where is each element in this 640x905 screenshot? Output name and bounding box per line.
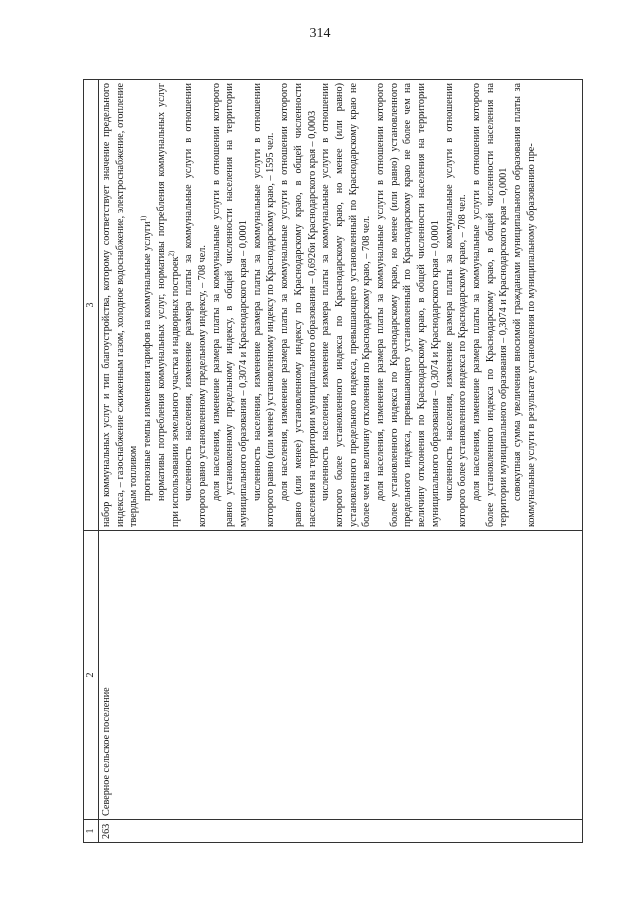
paragraph-12: совокупная сумма увеличения вносимой гражданами муниципального образования платы за коммунальные услуги в результате установления по муниципальному образованию пре- <box>512 83 537 527</box>
footnote-marker-2: 2) <box>167 250 176 257</box>
paragraph-10: численность населения, изменение размера платы за коммунальные услуги в отношении которого более установленного индекса по Краснодарскому краю, – 708 чел. <box>443 83 469 527</box>
paragraph-7: доля населения, изменение размера платы за коммунальные услуги в отношении которого равно (или менее) установленному индексу по Краснодарскому краю, в общей численности населения на территории муниципального образования – 0,6926и Краснодарского края – 0,0003 <box>279 83 318 527</box>
paragraph-2 <box>141 83 155 527</box>
footnote-marker-1: 1) <box>139 215 148 222</box>
header-col-1: 1 <box>84 820 99 843</box>
row-number: 263 <box>101 823 112 839</box>
settlement-name: Северное сельское поселение <box>101 687 112 816</box>
row-number-cell <box>99 820 583 843</box>
settlement-cell <box>99 531 583 820</box>
paragraph-11: доля населения, изменение размера платы за коммунальные услуги в отношении которого более установленного индекса по Краснодарскому краю, в общей численности населения на территории муниципального образования – 0,3074 и Краснодарского края – 0,0001 <box>470 83 510 527</box>
header-col-2: 2 <box>84 531 99 820</box>
header-col-3: 3 <box>84 80 99 531</box>
paragraph-4: численность населения, изменение размера платы за коммунальные услуги в отношении которого равно установленному предельному индексу, – 708 чел. <box>183 83 208 527</box>
paragraph-5: доля населения, изменение размера платы за коммунальные услуги в отношении которого равно установленному предельному индексу, в общей численности населения на территории муниципального образования – 0,3074 и Краснодарского края – 0,0001 <box>210 83 250 527</box>
table-header-row <box>84 80 99 843</box>
paragraph-8: численность населения, изменение размера платы за коммунальные услуги в отношении которого более установленного индекса по Краснодарскому краю, но менее (или равно) установленного предельного индекса, превышающего установленный по Краснодарскому краю не более чем на величину отклонения по Краснодарскому краю, – 708 чел. <box>320 83 373 527</box>
paragraph-3-text: нормативы потребления коммунальных услуг, нормативы потребления коммунальных услуг при использовании земельного участка и надворных построек <box>155 83 181 527</box>
paragraph-6: численность населения, изменение размера платы за коммунальные услуги в отношении которого равно (или менее) установленному индексу по Краснодарскому краю, – 1595 чел. <box>251 83 277 527</box>
description-cell <box>99 80 583 531</box>
paragraph-2-text: прогнозные темпы изменения тарифов на коммунальные услуги <box>142 221 154 501</box>
paragraph-3 <box>155 83 182 527</box>
tariff-table <box>83 79 583 843</box>
paragraph-1: набор коммунальных услуг и тип благоустройства, которому соответствует значение предельного индекса, – газоснабжение сжиженным газом, холодное водоснабжение, электроснабжение, отопление твердым топливом <box>101 83 140 527</box>
table-row <box>99 80 583 843</box>
page-number: 314 <box>309 26 331 41</box>
description-text <box>99 80 540 530</box>
rotated-table-container <box>83 83 583 843</box>
paragraph-9: доля населения, изменение размера платы за коммунальные услуги в отношении которого более установленного индекса по Краснодарскому краю, но менее (или равно) установленного предельного индекса, превышающего установленный по Краснодарскому краю не более чем на величину отклонения по Краснодарскому краю, в общей численности населения на территории муниципального образования – 0,3074 и Краснодарского края – 0,0001 <box>375 83 441 527</box>
